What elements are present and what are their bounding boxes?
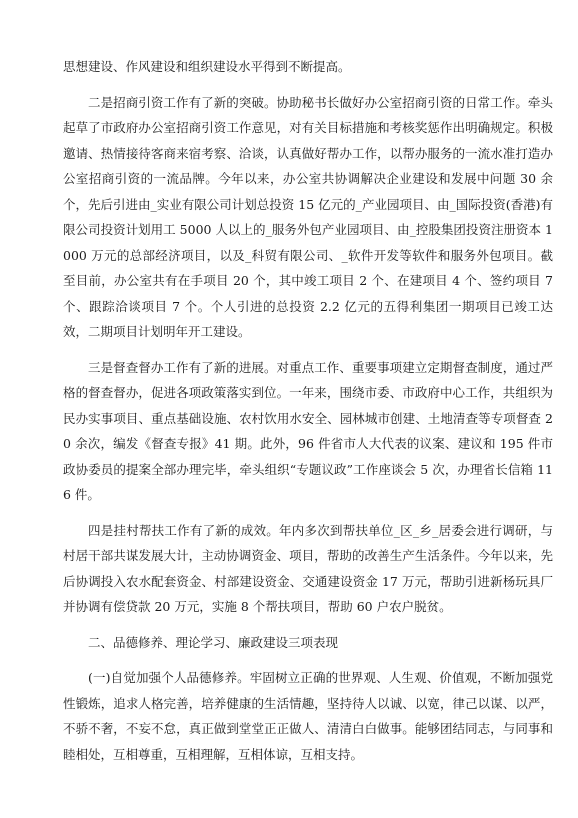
section-heading: 二、品德修养、理论学习、廉政建设三项表现 — [88, 634, 339, 650]
paragraph-investment: 二是招商引资工作有了新的突破。协助秘书长做好办公室招商引资的日常工作。牵头起草了市政府办公室招商引资工作意见，对有关目标措施和考核奖惩作出明确规定。积极邀请、热情接待客商来宿考察、洽谈，认真做好帮办工作，以帮办服务的一流水准打造办公室招商引资的一流品牌。今年以来，办公室共协调解决企业建设和发展中问题 30 余个，先后引进由_实业有限公司计划总投资 15 亿元的_产业园项目、由_国际投资(香港)有限公司投资计划用工 5000 人以上的_服务外包产业园项目、由_控股集团投资注册资本 1000 万元的总部经济项目，以及_科贸有限公司、_软件开发等软件和服务外包项目。截至目前，办公室共有在手项目 20 个，其中竣工项目 2 个、在建项目 4 个、签约项目 7 个、跟踪洽谈项目 7 个。个人引进的总投资 2.2 亿元的五得利集团一期项目已竣工达效，二期项目计划明年开工建设。 — [63, 94, 553, 339]
paragraph-character: (一)自觉加强个人品德修养。牢固树立正确的世界观、人生观、价值观，不断加强党性锻炼，追求人格完善，培养健康的生活情趣，坚持待人以诚、以宽，律己以谋、以严，不骄不奢，不妄不怠，真正做到堂堂正正做人、清清白白做事。能够团结同志，与同事和睦相处，互相尊重，互相理解，互相体谅，互相支持。 — [63, 670, 553, 762]
document-page — [63, 54, 553, 777]
paragraph-intro-tail: 思想建设、作风建设和组织建设水平得到不断提高。 — [63, 59, 351, 74]
paragraph-supervision: 三是督查督办工作有了新的进展。对重点工作、重要事项建立定期督查制度，通过严格的督查督办，促进各项政策落实到位。一年来，围绕市委、市政府中心工作，共组织为民办实事项目、重点基础设施、农村饮用水安全、园林城市创建、土地清查等专项督查 20 余次，编发《督查专报》41 期。此外，96 件省市人大代表的议案、建议和 195 件市政协委员的提案全部办理完毕，牵头组织“专题议政”工作座谈会 5 次，办理省长信箱 116 件。 — [63, 359, 553, 502]
paragraph-poverty: 四是挂村帮扶工作有了新的成效。年内多次到帮扶单位_区_乡_居委会进行调研，与村居干部共谋发展大计，主动协调资金、项目，帮助的改善生产生活条件。今年以来，先后协调投入农水配套资金、村部建设资金、交通建设资金 17 万元，帮助引进新杨玩具厂并协调有偿贷款 20 万元，实施 8 个帮扶项目，帮助 60 户农户脱贫。 — [63, 522, 553, 614]
